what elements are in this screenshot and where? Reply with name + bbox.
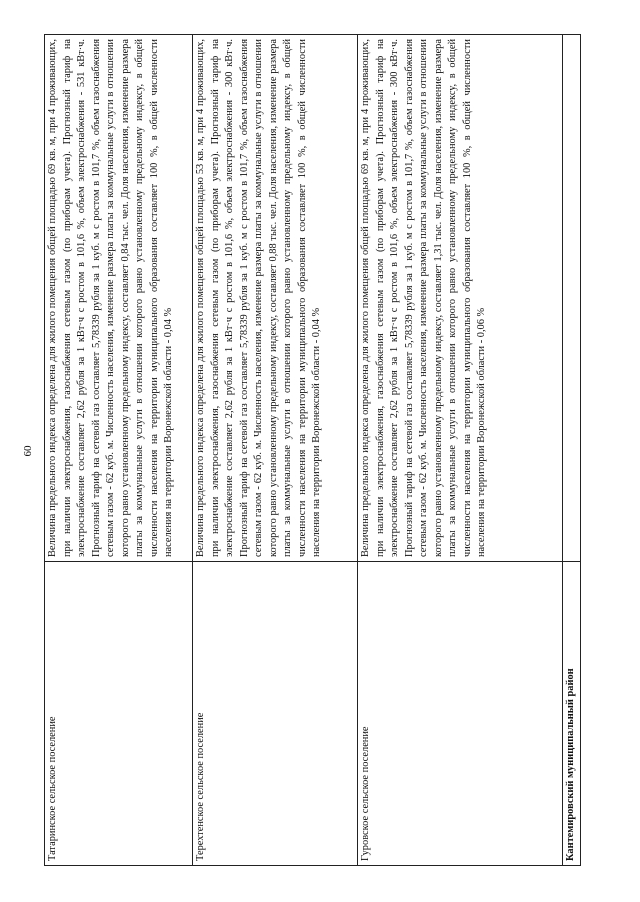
settlement-name: Терехтенское сельское поселение	[193, 562, 358, 866]
settlement-description: Величина предельного индекса определена для жилого помещения общей площадью 69 кв. м, при 4 проживающих, при наличии электроснабжения, газоснабжения сетевым газом (по приборам учета). Прогнозный тариф на электроснабжение составляет 2,62 рубля за 1 кВт·ч с ростом в 101,6 %, объем электроснабжения - 300 кВт·ч. Прогнозный тариф на сетевой газ составляет 5,78339 рубля за 1 куб. м с ростом в 101,7 %, объем газоснабжения сетевым газом - 62 куб. м. Численность населения, изменение размера платы за коммунальные услуги в отношении которого равно установленному предельному индексу, составляет 1,31 тыс. чел. Доля населения, изменение размера платы за коммунальные услуги в отношении которого равно установленному предельному индексу, в общей численности населения на территории муниципального образования составляет 100 %, в общей численности населения на территории Воронежской области - 0,06 %	[358, 35, 563, 562]
settlement-name: Гуровское сельское поселение	[358, 562, 563, 866]
settlement-description: Величина предельного индекса определена для жилого помещения общей площадью 53 кв. м, при 4 проживающих, при наличии электроснабжения, газоснабжения сетевым газом (по приборам учета). Прогнозный тариф на электроснабжение составляет 2,62 рубля за 1 кВт·ч с ростом в 101,6 %, объем электроснабжения - 300 кВт·ч. Прогнозный тариф на сетевой газ составляет 5,78339 рубля за 1 куб. м с ростом в 101,7 %, объем газоснабжения сетевым газом - 62 куб. м. Численность населения, изменение размера платы за коммунальные услуги в отношении которого равно установленному предельному индексу, составляет 0,88 тыс. чел. Доля населения, изменение размера платы за коммунальные услуги в отношении которого равно установленному предельному индексу, в общей численности населения на территории муниципального образования составляет 100 %, в общей численности населения на территории Воронежской области - 0,04 %	[193, 35, 358, 562]
table-row	[358, 35, 563, 866]
index-table	[44, 34, 581, 866]
rotated-document	[44, 34, 579, 866]
district-row	[563, 35, 581, 866]
table-row	[45, 35, 193, 866]
district-empty-cell	[563, 35, 581, 562]
table-row	[193, 35, 358, 866]
settlement-description: Величина предельного индекса определена для жилого помещения общей площадью 69 кв. м, при 4 проживающих, при наличии электроснабжения, газоснабжения сетевым газом (по приборам учета). Прогнозный тариф на электроснабжение составляет 2,62 рубля за 1 кВт·ч с ростом в 101,6 %, объем электроснабжения - 531 кВт·ч. Прогнозный тариф на сетевой газ составляет 5,78339 рубля за 1 куб. м с ростом в 101,7 %, объем газоснабжения сетевым газом - 62 куб. м. Численность населения, изменение размера платы за коммунальные услуги в отношении которого равно установленному предельному индексу, составляет 0,84 тыс. чел. Доля населения, изменение размера платы за коммунальные услуги в отношении которого равно установленному предельному индексу, в общей численности населения на территории муниципального образования составляет 100 %, в общей численности населения на территории Воронежской области - 0,04 %	[45, 35, 193, 562]
district-header: Кантемировский муниципальный район	[563, 562, 581, 866]
settlement-name: Татаринское сельское поселение	[45, 562, 193, 866]
page-number: 60	[22, 445, 34, 457]
